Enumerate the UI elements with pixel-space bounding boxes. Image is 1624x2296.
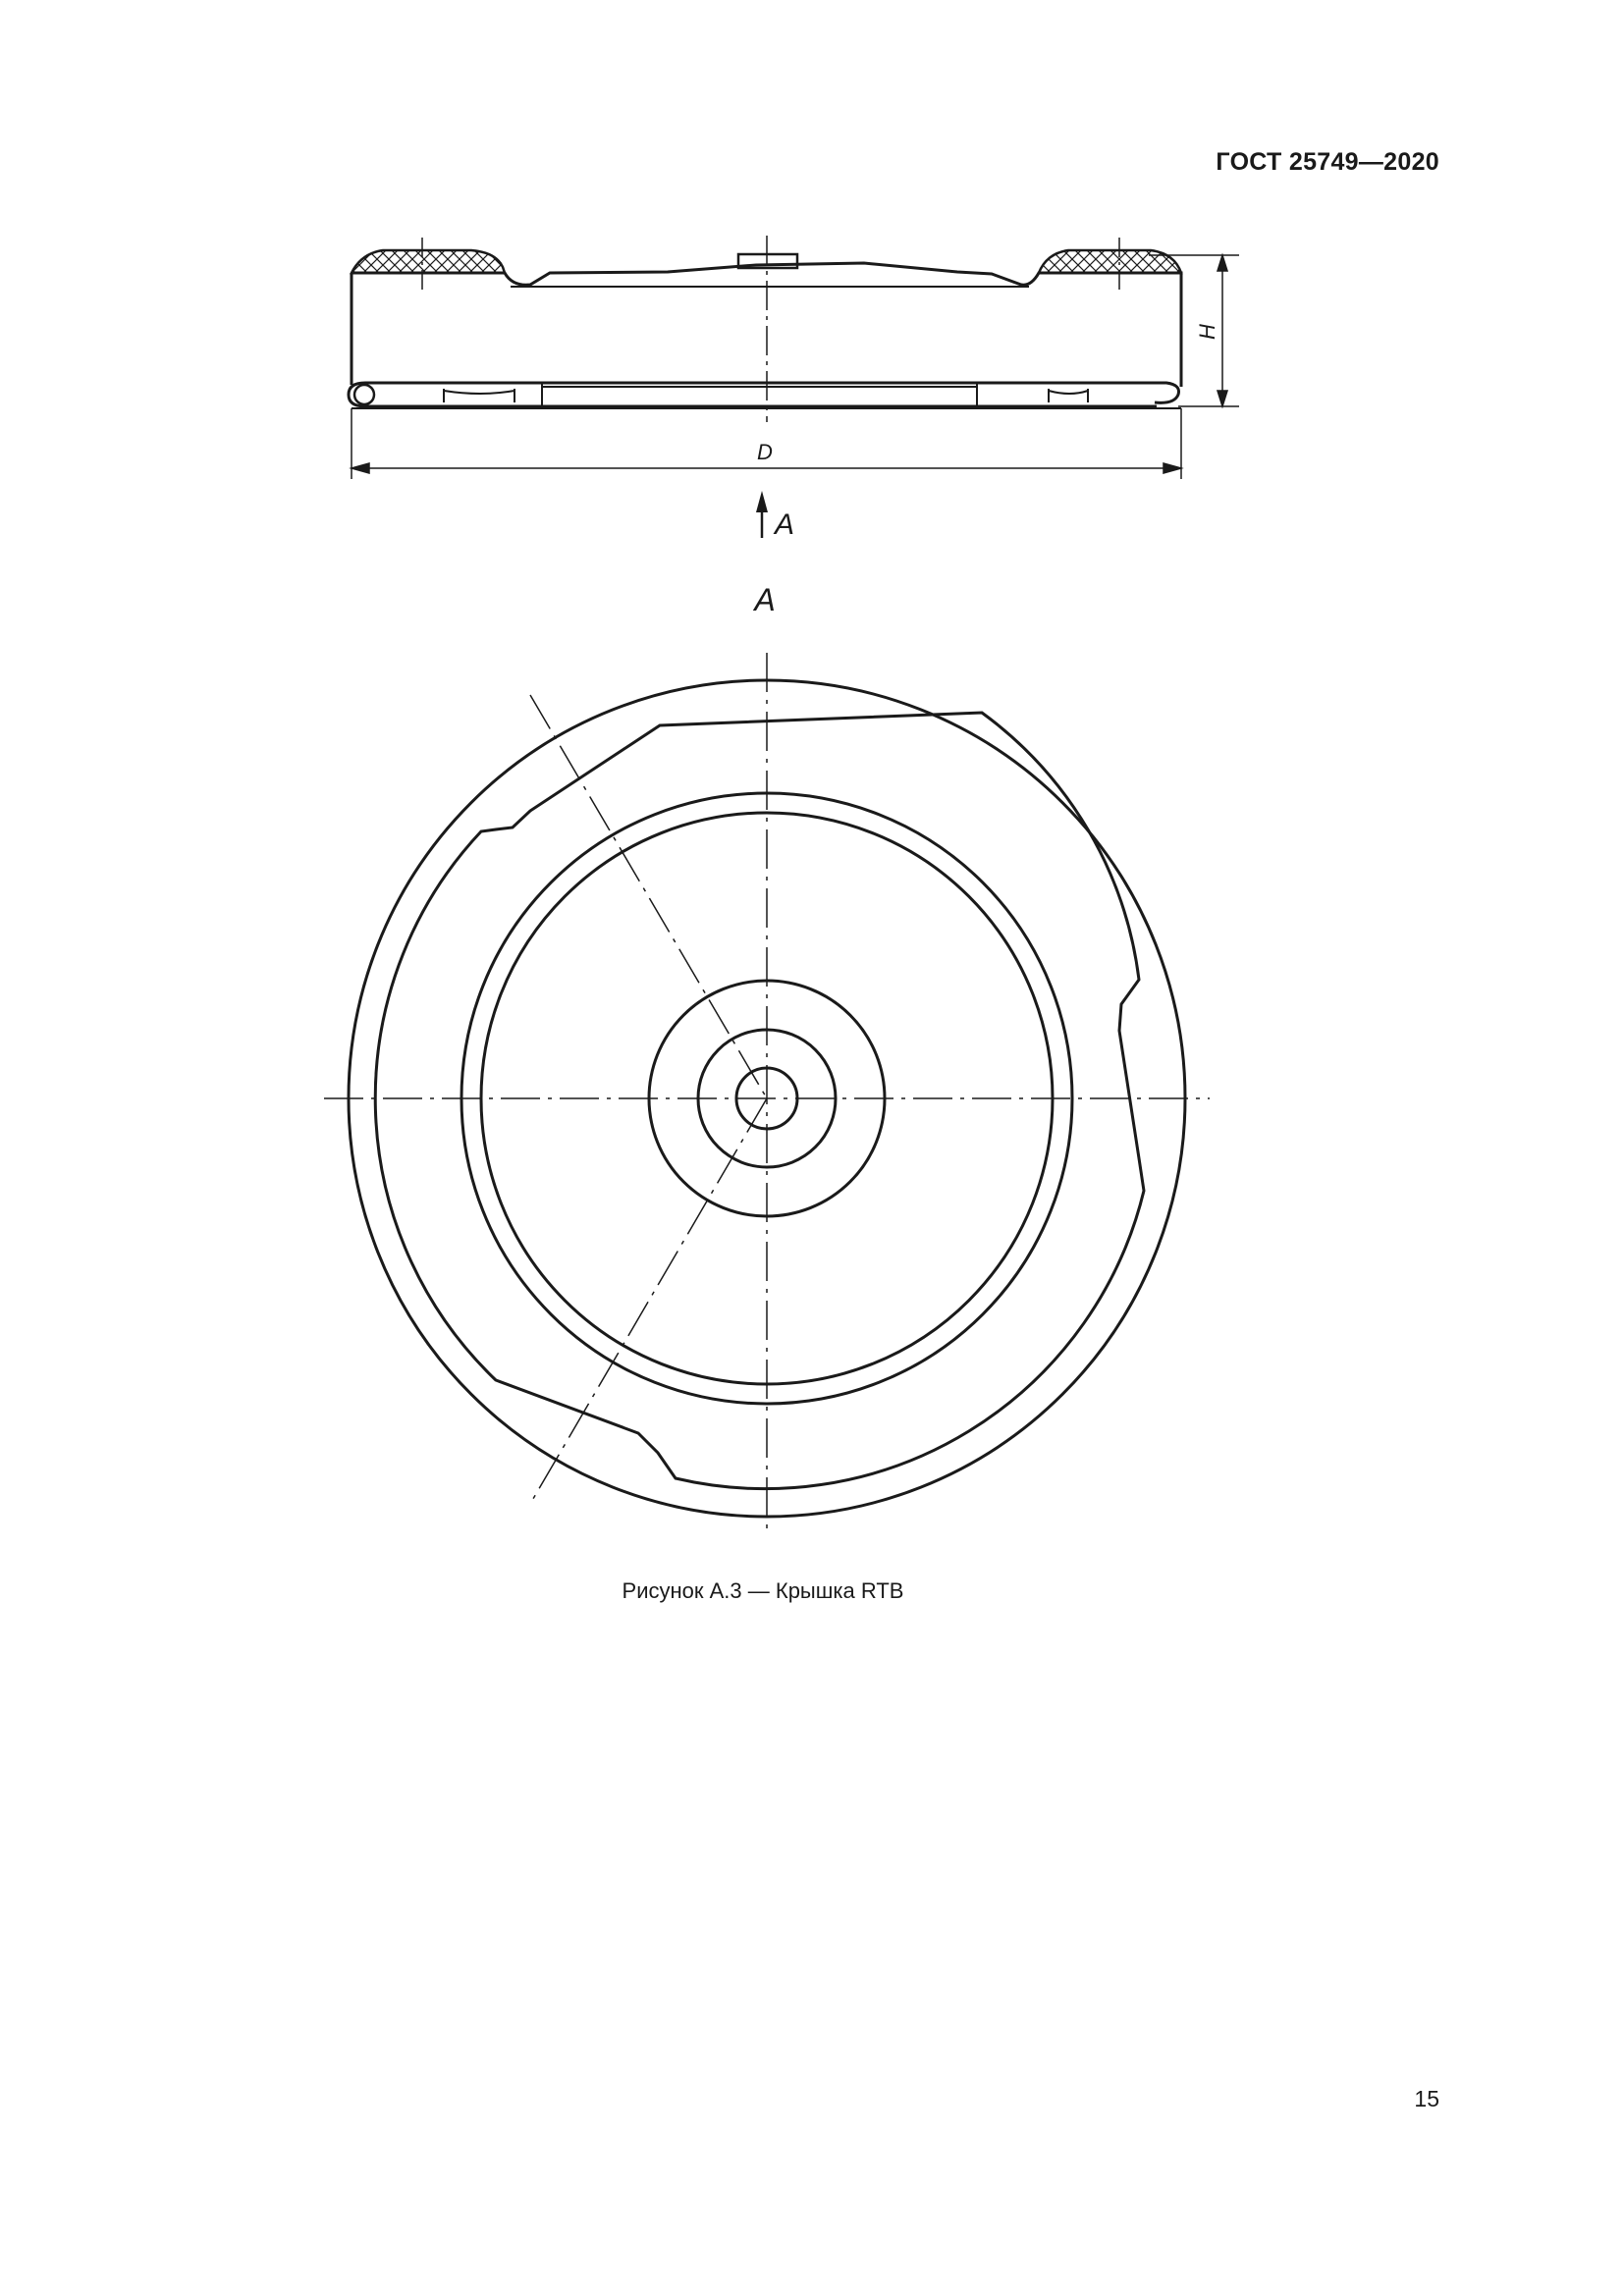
figure-caption: Рисунок А.3 — Крышка RTB xyxy=(622,1578,904,1603)
side-view xyxy=(349,236,1181,422)
rim-knurl-left xyxy=(352,250,505,273)
plan-view xyxy=(324,653,1210,1531)
groove-profile xyxy=(375,713,1144,1489)
dimension-diameter-label: D xyxy=(757,440,773,464)
view-arrow-label: A xyxy=(775,508,795,541)
rim-knurl-right xyxy=(1039,250,1181,273)
document-id-header: ГОСТ 25749—2020 xyxy=(1216,148,1439,176)
page-number: 15 xyxy=(1414,2086,1439,2111)
dimension-height-label: H xyxy=(1195,324,1219,340)
lid-bottom-bands xyxy=(444,383,1088,406)
plan-view-title: A xyxy=(754,582,776,617)
view-arrow xyxy=(756,491,768,538)
